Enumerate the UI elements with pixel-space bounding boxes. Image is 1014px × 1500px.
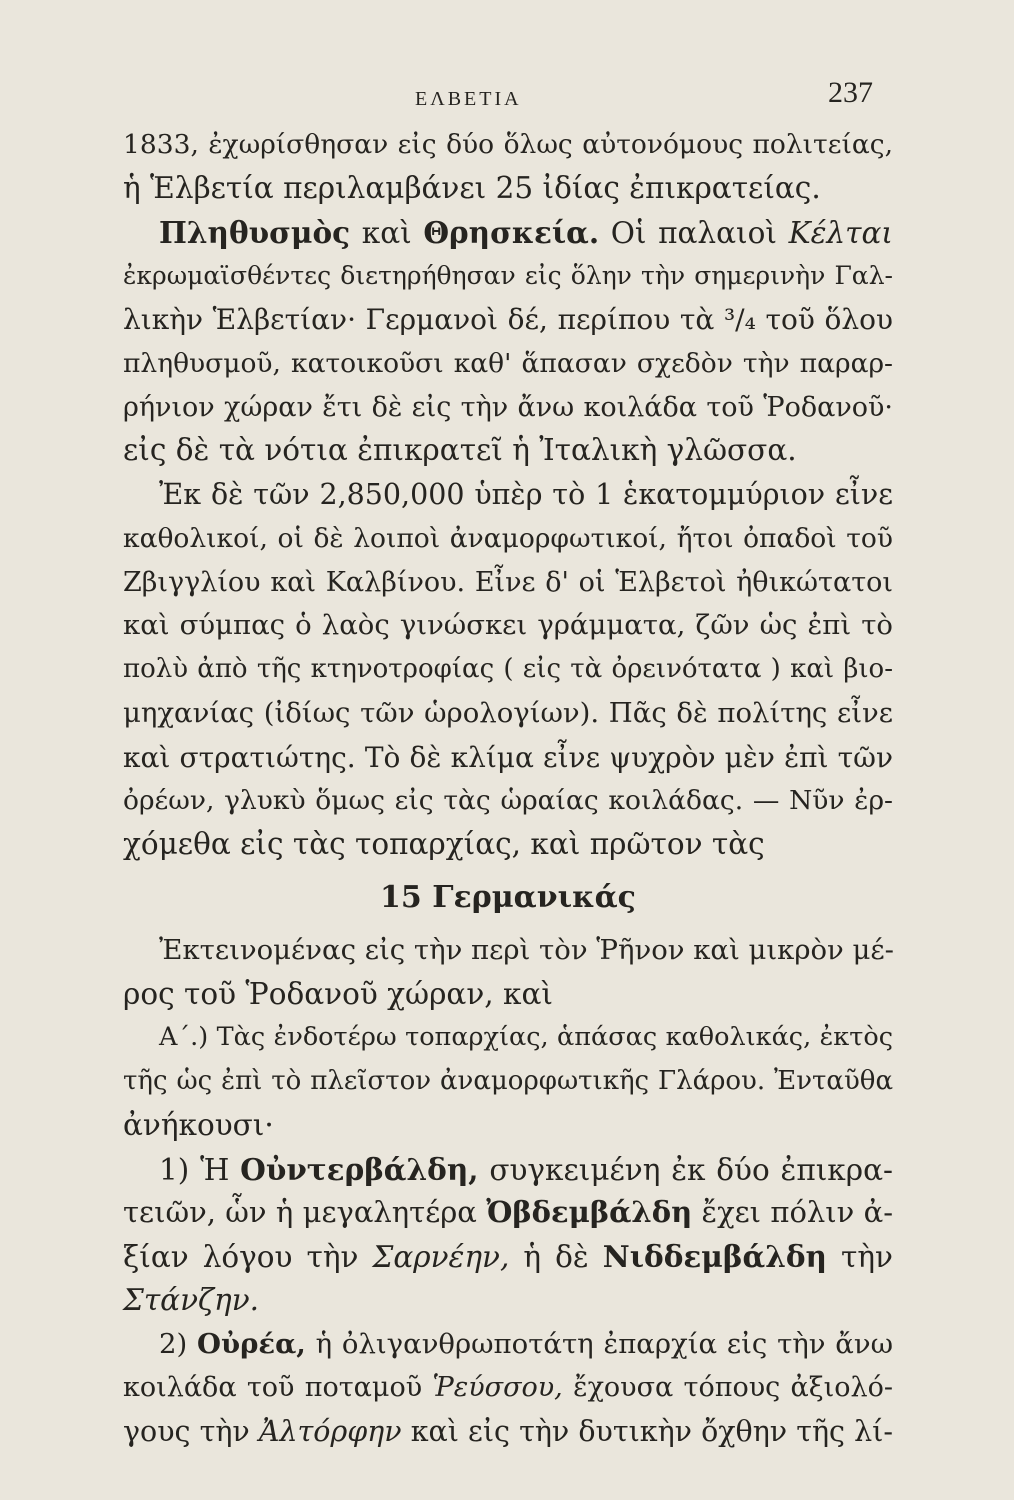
- text-line: 1833, ἐχωρίσθησαν εἰς δύο ὅλως αὐτονόμους πολιτείας,: [123, 129, 893, 160]
- place-name: Οὐρέα,: [197, 1327, 306, 1360]
- text-span: γους τὴν: [123, 1415, 250, 1448]
- page-number: 237: [828, 76, 873, 109]
- text-line: [123, 1323, 893, 1367]
- text-line: [123, 1410, 893, 1454]
- text-line: μηχανίας (ἰδίως τῶν ὡρολογίων). Πᾶς δὲ πολίτης εἶνε: [123, 696, 893, 729]
- text-span: ἔχουσα τόπους ἀξιολό-: [573, 1372, 893, 1404]
- text-line: καθολικοί, οἱ δὲ λοιποὶ ἀναμορφωτικοί, ἤτοι ὀπαδοὶ τοῦ: [123, 522, 893, 554]
- text-line: ἀνήκουσι·: [123, 1107, 274, 1142]
- text-span: τὴν: [841, 1240, 893, 1274]
- place-name: Νιδδεμβάλδη: [602, 1239, 827, 1274]
- text-line: ὀρέων, γλυκὺ ὅμως εἰς τὰς ὡραίας κοιλάδας. — Νῦν ἐρ-: [123, 785, 893, 817]
- text-span: Οἱ παλαιοὶ: [610, 215, 777, 250]
- text-line: καὶ σύμπας ὁ λαὸς γινώσκει γράμματα, ζῶν ὡς ἐπὶ τὸ: [123, 609, 893, 642]
- text-span: κοιλάδα τοῦ ποταμοῦ: [123, 1372, 423, 1404]
- text-line: χόμεθα εἰς τὰς τοπαρχίας, καὶ πρῶτον τὰς: [123, 827, 765, 861]
- text-line: ἐκρωμαϊσθέντες διετηρήθησαν εἰς ὅλην τὴν σημερινὴν Γαλ-: [123, 261, 893, 291]
- page-body: [123, 123, 893, 1454]
- text-line: ρήνιον χώραν ἔτι δὲ εἰς τὴν ἄνω κοιλάδα τοῦ Ῥοδανοῦ·: [123, 391, 893, 423]
- section-term-2: Θρησκεία.: [423, 214, 600, 250]
- italic-term: Ῥεύσσου,: [432, 1372, 563, 1404]
- italic-term: Κέλται: [788, 215, 893, 250]
- text-span: ἡ δὲ: [523, 1240, 589, 1274]
- text-line: λικὴν Ἑλβετίαν· Γερμανοὶ δέ, περίπου τὰ ³/₄ τοῦ ὅλου: [123, 303, 893, 336]
- running-title: ΕΛΒΕΤΙΑ: [415, 88, 522, 110]
- text-line: Ἐκ δὲ τῶν 2,850,000 ὑπὲρ τὸ 1 ἑκατομμύριον εἶνε: [159, 478, 893, 511]
- section-heading: 15 Γερμανικάς: [380, 879, 636, 915]
- text-span: συγκειμένη ἐκ δύο ἐπικρα-: [489, 1152, 893, 1187]
- italic-term: Στάνζην.: [123, 1282, 260, 1317]
- text-span: ἔχει πόλιν ἀ-: [701, 1195, 894, 1230]
- place-name: Οὐντερβάλδη,: [240, 1151, 479, 1187]
- text-line: καὶ στρατιώτης. Τὸ δὲ κλίμα εἶνε ψυχρὸν μὲν ἐπὶ τῶν: [123, 740, 893, 774]
- term-conjunction: καὶ: [361, 215, 412, 250]
- text-line: πληθυσμοῦ, κατοικοῦσι καθ' ἅπασαν σχεδὸν τὴν παραρ-: [123, 347, 893, 379]
- text-line: [123, 1235, 893, 1279]
- text-line: [123, 1148, 893, 1192]
- text-line: τῆς ὡς ἐπὶ τὸ πλεῖστον ἀναμορφωτικῆς Γλάρου. Ἐνταῦθα: [123, 1066, 893, 1096]
- text-line: Ζβιγγλίου καὶ Καλβίνου. Εἶνε δ' οἱ Ἑλβετοὶ ἠθικώτατοι: [123, 566, 893, 598]
- place-name: Ὀβδεμβάλδη: [486, 1195, 693, 1230]
- italic-term: Ἀλτόρφην: [258, 1415, 402, 1448]
- text-line: πολὺ ἀπὸ τῆς κτηνοτροφίας ( εἰς τὰ ὀρεινότατα ) καὶ βιο-: [123, 654, 893, 684]
- text-span: καὶ εἰς τὴν δυτικὴν ὄχθην τῆς λί-: [410, 1415, 893, 1448]
- italic-term: Σαρνέην,: [372, 1240, 510, 1274]
- text-span: ἡ ὀλιγανθρωποτάτη ἐπαρχία εἰς τὴν ἄνω: [315, 1327, 894, 1360]
- text-line: [123, 211, 893, 255]
- text-line: [123, 1191, 893, 1235]
- list-number: 1) Ἡ: [159, 1152, 230, 1187]
- text-span: τειῶν, ὧν ἡ μεγαλητέρα: [123, 1195, 477, 1230]
- list-number: 2): [159, 1327, 188, 1360]
- text-line: Ἐκτεινομένας εἰς τὴν περὶ τὸν Ῥῆνον καὶ μικρὸν μέ-: [159, 933, 894, 966]
- text-line: ἡ Ἑλβετία περιλαμβάνει 25 ἰδίας ἐπικρατείας.: [123, 170, 821, 205]
- text-line: Α΄.) Τὰς ἐνδοτέρω τοπαρχίας, ἁπάσας καθολικάς, ἐκτὸς: [159, 1022, 893, 1053]
- section-term: Πληθυσμὸς: [159, 214, 351, 250]
- text-line: ρος τοῦ Ῥοδανοῦ χώραν, καὶ: [123, 976, 553, 1011]
- text-line: [123, 1279, 893, 1323]
- text-span: ξίαν λόγου τὴν: [123, 1240, 359, 1274]
- text-line: εἰς δὲ τὰ νότια ἐπικρατεῖ ἡ Ἰταλικὴ γλῶσσα.: [123, 433, 797, 468]
- text-line: [123, 1366, 893, 1410]
